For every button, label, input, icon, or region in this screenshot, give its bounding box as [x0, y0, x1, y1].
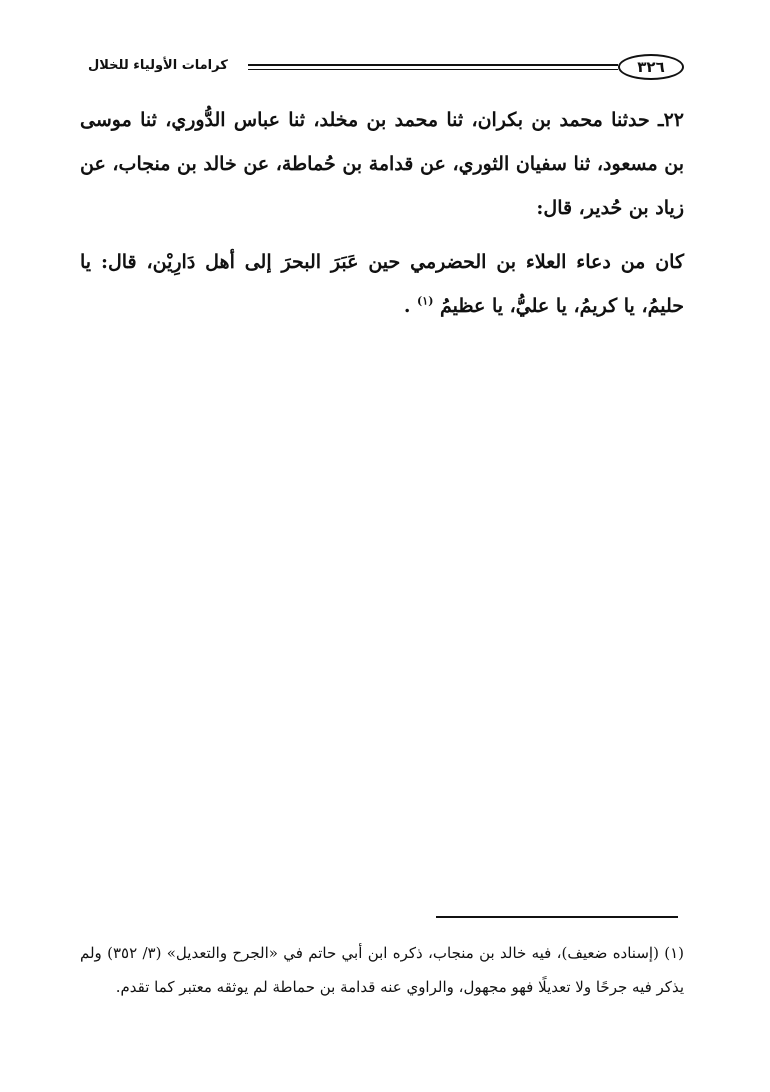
page-number: ٣٢٦: [618, 54, 684, 80]
footnote-reference: (١): [417, 294, 434, 308]
running-title: كرامات الأولياء للخلال: [88, 58, 228, 73]
isnad-paragraph: ٢٢ـ حدثنا محمد بن بكران، ثنا محمد بن مخلد، ثنا عباس الدُّوري، ثنا موسى بن مسعود، ثنا سفيان الثوري، عن قدامة بن حُماطة، عن خالد بن منجاب، عن زياد بن حُدير، قال:: [80, 109, 684, 219]
footnote-separator: [436, 916, 678, 918]
main-text: [80, 98, 684, 328]
matn-paragraph: [80, 240, 684, 328]
page-header: [88, 54, 684, 90]
end-punctuation: .: [403, 295, 418, 317]
footnote-1: (١) (إسناده ضعيف)، فيه خالد بن منجاب، ذكره ابن أبي حاتم في «الجرح والتعديل» (٣/ ٣٥٢) ولم يذكر فيه جرحًا ولا تعديلًا فهو مجهول، والراوي عنه قدامة بن حماطة لم يوثقه معتبر كما تقدم.: [80, 944, 685, 996]
footnotes: [80, 936, 684, 1004]
matn-text: كان من دعاء العلاء بن الحضرمي حين عَبَرَ البحرَ إلى أهل دَارِيْن، قال: يا حليمُ، يا كريمُ، يا عليُّ، يا عظيمُ: [80, 251, 684, 317]
header-rule: [248, 64, 618, 70]
